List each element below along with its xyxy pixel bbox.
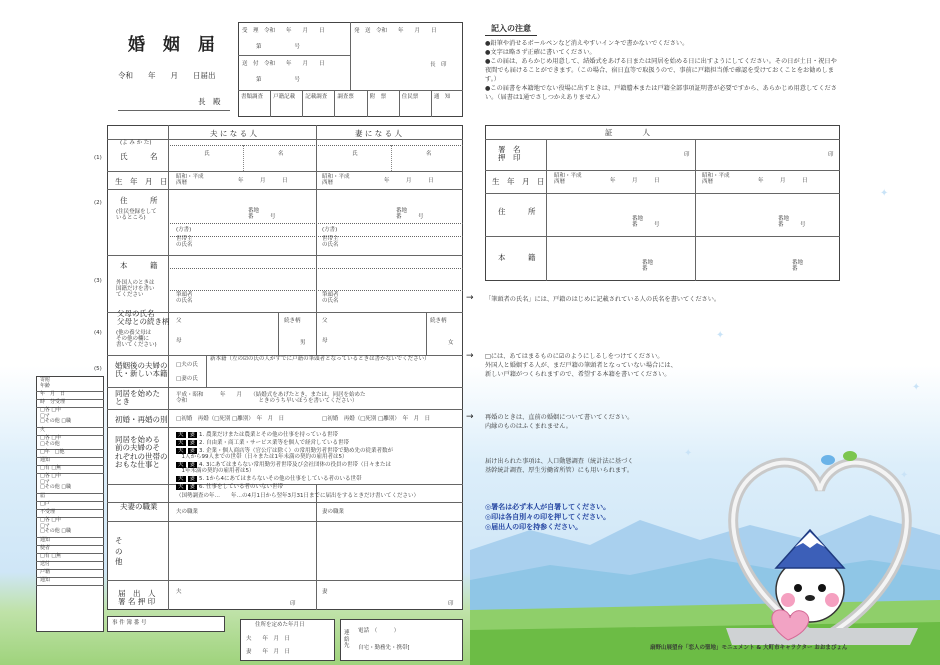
wife-column-header: 妻 に な る 人 <box>355 129 403 138</box>
side-cell: □有 □無 <box>40 553 62 559</box>
census-note: （国勢調査の年… 年…の4月1日から翌年3月31日までに届出をするときだけ書いてください） <box>176 493 419 499</box>
office-cell-line <box>399 90 400 117</box>
form-subrow-line <box>168 145 463 146</box>
witness-row-4 <box>485 236 840 237</box>
wife-mark: 妻 <box>189 440 196 446</box>
arrow-note-3: 再婚のときは、直前の婚姻について書いてください。 内縁のものはふくまれません。 <box>485 414 634 430</box>
w-relation: 続き柄 <box>430 318 447 324</box>
witness-row-3 <box>485 193 840 194</box>
side-cell: □各 □申 □マ □その他 □職 <box>40 517 72 534</box>
wife-mark: 妻 <box>189 432 196 438</box>
row-number: (3) <box>94 278 102 284</box>
h-name-divider <box>243 145 244 171</box>
reminder-item: ◎印は各自別々の印を押してください。 <box>485 513 611 522</box>
h-remarry[interactable]: □初婚 再婚（□死別 □離別） 年 月 日 <box>176 416 285 422</box>
cohabit-label: 同居を始めた とき <box>115 389 160 407</box>
witness2-seal: 印 <box>828 152 834 158</box>
form-row-line <box>107 580 463 581</box>
side-cell: 火 <box>40 427 46 433</box>
h-birth-era: 昭和・平成 西暦 <box>176 174 204 187</box>
form-subrow-line <box>168 268 463 269</box>
office-cell-line <box>302 90 303 117</box>
sparkle-icon: ✦ <box>716 330 725 341</box>
form-row-line <box>107 521 463 522</box>
reminder-item: ◎署名は必ず本人が自署してください。 <box>485 503 611 511</box>
side-cell: 通知 <box>40 577 51 583</box>
side-cell: 送付 <box>40 561 51 567</box>
contact-kind: 自宅・勤務先・携帯[ <box>358 645 410 651</box>
husband-name-option[interactable]: □夫の氏 <box>176 362 198 368</box>
h-signature: 夫 <box>176 589 182 595</box>
witness2-era: 昭和・平成 西暦 <box>702 173 730 186</box>
side-cell: 通知 <box>40 457 51 463</box>
honseki-label: 本 籍 <box>120 261 158 270</box>
sparkle-icon: ✦ <box>880 188 889 199</box>
sparkle-icon: ✦ <box>684 448 693 459</box>
w-surname: 氏 <box>352 151 358 157</box>
husband-mark: 夫 <box>178 440 184 446</box>
h-son: 男 <box>300 340 306 346</box>
side-row-line <box>36 427 104 428</box>
side-cell: 戸籍 <box>40 569 51 575</box>
w-occupation: 妻の職業 <box>322 509 345 515</box>
after-name-divider <box>206 355 207 387</box>
h-relation-divider <box>278 312 279 355</box>
witness-title: 証 人 <box>605 128 650 137</box>
job-option[interactable]: 夫 妻 2. 自由業・商工業・サービス業等を個人で経営している世帯 <box>178 440 350 446</box>
h-surname: 氏 <box>204 151 210 157</box>
sent-line: 送 付 令和 年 月 日 <box>242 61 325 67</box>
sparkle-icon: ✦ <box>900 470 909 481</box>
h-head: 筆頭者 の氏名 <box>176 292 193 305</box>
note-item: ●文字は略さず正確に書いてください。 <box>485 48 596 56</box>
h-katagaki: (方書) <box>176 227 192 233</box>
form-subrow-line <box>168 290 463 291</box>
office-cell: 戸籍記載 <box>273 94 296 100</box>
mid-column-line <box>316 125 317 355</box>
issue-line: 発 送 令和 年 月 日 <box>354 28 437 34</box>
arrow-3: → <box>466 412 474 422</box>
side-cell: 寄附 年齢 <box>40 377 51 389</box>
w-relation-divider <box>426 312 427 355</box>
note-item: ●鉛筆や消せるボールペンなど消えやすいインキで書かないでください。 <box>485 40 689 47</box>
side-cell: 通知 <box>40 537 51 543</box>
side-row-line <box>36 493 104 494</box>
row-number: (5) <box>94 366 102 372</box>
w-head: 筆頭者 の氏名 <box>322 292 339 305</box>
husband-column-header: 夫 に な る 人 <box>210 129 258 138</box>
witness-table <box>485 125 840 281</box>
w-seal: 印 <box>448 601 454 607</box>
arrow-note-1: 「筆頭者の氏名」には、戸籍のはじめに記載されている人の氏名を書いてください。 <box>485 296 721 303</box>
wife-mark: 妻 <box>189 448 196 454</box>
sent-number: 第 号 <box>256 77 301 83</box>
contact-phone: 電話 （ ） <box>358 628 400 634</box>
witness1-seal: 印 <box>684 152 690 158</box>
h-occupation: 夫の職業 <box>176 509 199 515</box>
office-cell: 附 票 <box>369 94 387 100</box>
honseki-note: 外国人のときは 国籍だけを書い てください <box>116 280 155 299</box>
office-cell-line <box>367 90 368 117</box>
side-row-line <box>36 585 104 586</box>
received-number: 第 号 <box>256 44 301 50</box>
birth-label: 生 年 月 日 <box>115 177 168 186</box>
wife-mark: 妻 <box>189 462 196 468</box>
reception-split <box>238 55 350 56</box>
form-row-line <box>107 427 463 428</box>
h-given: 名 <box>278 151 284 157</box>
job-option[interactable]: 夫 妻 3. 企業・個人商店等（官公庁は除く）の常用勤労者世帯で勤め先の従業者数が 1人から99人までの世帯（日々または1年未満の契約の雇用者は5） <box>178 448 394 461</box>
witness1-honseki-banchi: 番地 番 <box>642 260 654 273</box>
w-katagaki: (方書) <box>322 227 338 233</box>
residence-title: 住所を定めた年月日 <box>255 622 305 628</box>
w-remarry[interactable]: □初婚 再婚（□死別 □離別） 年 月 日 <box>322 416 431 422</box>
arrow-note-2: □には、あてはまるものに☑のようにしるしをつけてください。 外国人と婚姻する人が、まだ戸籍の筆頭者となっていない場合には、 新しい戸籍がつくられますので、希望する本籍を書いてください。 <box>485 353 677 378</box>
note-item: ●この届は、あらかじめ用意して、結婚式をあげる日または同居を始める日に出すようにしてください。その日が土日・祝日や夜間でも届けることができます。（この場合、宿日直等で取扱うので、事前に戸籍担当係で確認を受けておくことをお勧めします。） <box>485 57 837 83</box>
w-father: 父 <box>322 318 328 324</box>
witness1-banchi: 番地 番 号 <box>632 216 660 229</box>
side-cell: □年 □他 <box>40 449 65 455</box>
witness-birth-label: 生 年 月 日 <box>492 177 545 186</box>
witness1-ymd: 年 月 日 <box>610 178 660 184</box>
w-birth-era: 昭和・平成 西暦 <box>322 174 350 187</box>
office-cell-line <box>334 90 335 117</box>
new-honseki-note: 新本籍（左の☑の氏の人がすでに戸籍の筆頭者となっているときは書かないでください） <box>210 356 430 362</box>
form-row-line <box>107 409 463 410</box>
w-name-divider <box>391 145 392 171</box>
side-cell: □各 □申 □マ □その他 □職 <box>40 407 72 424</box>
chief-seal: 長 印 <box>430 62 447 68</box>
address-note: (住民登録をして いるところ) <box>116 209 157 222</box>
recipient: 長 殿 <box>198 97 221 106</box>
notes-list <box>485 40 840 103</box>
notes-title: 記入の注意 <box>485 24 537 36</box>
form-subrow-line <box>168 236 463 237</box>
w-signature: 妻 <box>322 589 328 595</box>
job-option[interactable]: 夫 妻 6. 仕事をしている者のいない世帯 <box>178 484 284 490</box>
contact-label: 連絡先 <box>344 630 350 650</box>
sparkle-icon: ✦ <box>912 382 921 393</box>
job-option[interactable]: 夫 妻 4. 3にあてはまらない常用勤労者世帯及び会社団体の役員の世帯（日々または 1年未満の契約の雇用者は5） <box>178 462 392 475</box>
row-number: (2) <box>94 200 102 206</box>
side-cell: □戸 <box>40 501 50 507</box>
husband-mark: 夫 <box>178 462 184 468</box>
husband-mark: 夫 <box>178 476 184 482</box>
wife-name-option[interactable]: □妻の氏 <box>176 376 198 382</box>
parents-label: 父母の氏名 父母との続き柄 <box>117 309 170 327</box>
office-cell-line <box>270 90 271 117</box>
witness-sign-label: 署 名 押 印 <box>498 145 521 163</box>
office-cell-line <box>431 90 432 117</box>
recipient-underline <box>118 110 230 111</box>
received-line: 受 理 令和 年 月 日 <box>242 28 325 34</box>
name-kana-label: (よ み か た) <box>120 140 152 146</box>
form-row-line <box>107 171 463 172</box>
parents-note: (他の養父母は その他の欄に 書いてください) <box>116 330 157 349</box>
note-item: ●この届書を本籍地でない役場に出すときは、戸籍謄本または戸籍全部事項証明書が必要ですから、あらかじめ用意してください。（届書は1通でさしつかえありません） <box>485 84 837 101</box>
witness-address-label: 住 所 <box>498 207 536 216</box>
h-householder: 世帯主 の氏名 <box>176 236 193 249</box>
side-cell: 届 <box>40 493 46 499</box>
h-seal: 印 <box>290 601 296 607</box>
witness1-era: 昭和・平成 西暦 <box>554 173 582 186</box>
w-daughter: 女 <box>448 340 454 346</box>
residence-w: 妻 年 月 日 <box>246 649 291 655</box>
form-row-line <box>107 484 463 485</box>
side-cell: 使者 <box>40 545 51 551</box>
wife-mark: 妻 <box>189 484 196 490</box>
witness2-ymd: 年 月 日 <box>758 178 808 184</box>
office-cell: 記載調査 <box>305 94 328 100</box>
after-name-label: 婚姻後の夫婦の 氏・新しい本籍 <box>115 361 168 379</box>
office-cell: 通 知 <box>433 94 451 100</box>
h-father: 父 <box>176 318 182 324</box>
witness-honseki-label: 本 籍 <box>498 253 536 262</box>
office-cell: 調査票 <box>337 94 354 100</box>
witness-row-1 <box>485 139 840 140</box>
form-subrow-line <box>168 223 463 224</box>
row-number: (1) <box>94 155 102 161</box>
form-row-line <box>107 189 463 190</box>
job-option[interactable]: 夫 妻 5. 1から4にあてはまらないその他の仕事をしている者のいる世帯 <box>178 476 362 482</box>
form-row-line <box>107 255 463 256</box>
other-label: そ の 他 <box>115 536 123 566</box>
witness2-banchi: 番地 番 号 <box>778 216 806 229</box>
husband-mark: 夫 <box>178 484 184 490</box>
office-top <box>238 90 463 91</box>
arrow-1: → <box>466 293 474 303</box>
witness-mid-line <box>695 139 696 281</box>
wife-mark: 妻 <box>189 476 196 482</box>
witness-row-2 <box>485 170 840 171</box>
contact-box <box>340 619 463 661</box>
witness2-honseki-banchi: 番地 番 <box>792 260 804 273</box>
h-birth-ymd: 年 月 日 <box>238 178 288 184</box>
husband-mark: 夫 <box>178 432 184 438</box>
w-address-banchi: 番地 番 号 <box>396 208 424 221</box>
side-cell: □有 □無 <box>40 465 62 471</box>
form-title: 婚 姻 届 <box>128 35 221 55</box>
arrow-2: → <box>466 351 474 361</box>
side-cell: 年 月 日 <box>40 391 66 397</box>
side-cell: 時 分受理 <box>40 399 66 405</box>
scenery-illustration <box>470 440 940 665</box>
reception-divider <box>350 22 351 90</box>
name-label: 氏 名 <box>120 152 158 161</box>
side-cell: □各 □申 □その他 <box>40 435 62 447</box>
remarry-label: 初婚・再婚の別 <box>115 415 168 424</box>
witness-label-line <box>546 139 547 281</box>
cohabit-value: 平成・昭和 年 月 （結婚式をあげたとき、または、同居を始めた 令和 ときのうち早いほうを書いてください） <box>176 392 366 405</box>
side-cell: □各 □申 □マ □その他 □職 <box>40 473 72 490</box>
date-line: 令和 年 月 日届出 <box>118 71 216 80</box>
case-number-label: 事 件 簿 番 号 <box>112 620 147 626</box>
h-relation: 続き柄 <box>284 318 301 324</box>
h-address-banchi: 番地 番 号 <box>248 208 276 221</box>
form-row-line <box>107 387 463 388</box>
w-householder: 世帯主 の氏名 <box>322 236 339 249</box>
w-birth-ymd: 年 月 日 <box>384 178 434 184</box>
office-cell: 住民票 <box>401 94 419 100</box>
census-note-right: 届け出られた事項は、人口動態調査（統計法に基づく 基幹統計調査、厚生労働省所管）にも用いられます。 <box>485 458 634 474</box>
job-option[interactable]: 夫 妻 1. 農業だけまたは農業とその他の仕事を持っている世帯 <box>178 432 339 438</box>
office-cell: 書類調査 <box>241 94 264 100</box>
w-mother: 母 <box>322 338 328 344</box>
side-cell: 不受理 <box>40 509 56 515</box>
occupation-label: 夫妻の職業 <box>120 502 158 511</box>
form-row-line <box>107 502 463 503</box>
form-row-line <box>107 139 463 140</box>
work-label: 同居を始める 前の夫婦のそ れぞれの世帯の おもな仕事と <box>115 435 168 469</box>
illustration-caption: 扇野山展望台「恋人の聖地」モニュメント & 大町市キャラクター おおまぴょん <box>650 645 848 651</box>
reminder-item: ◎届出人の印を持参ください。 <box>485 523 583 532</box>
signature-label: 届 出 人 署 名 押 印 <box>118 589 156 607</box>
address-label: 住 所 <box>120 196 158 205</box>
husband-mark: 夫 <box>178 448 184 454</box>
label-column-line <box>168 125 169 610</box>
row-number: (4) <box>94 330 102 336</box>
residence-h: 夫 年 月 日 <box>246 636 291 642</box>
h-mother: 母 <box>176 338 182 344</box>
w-given: 名 <box>426 151 432 157</box>
